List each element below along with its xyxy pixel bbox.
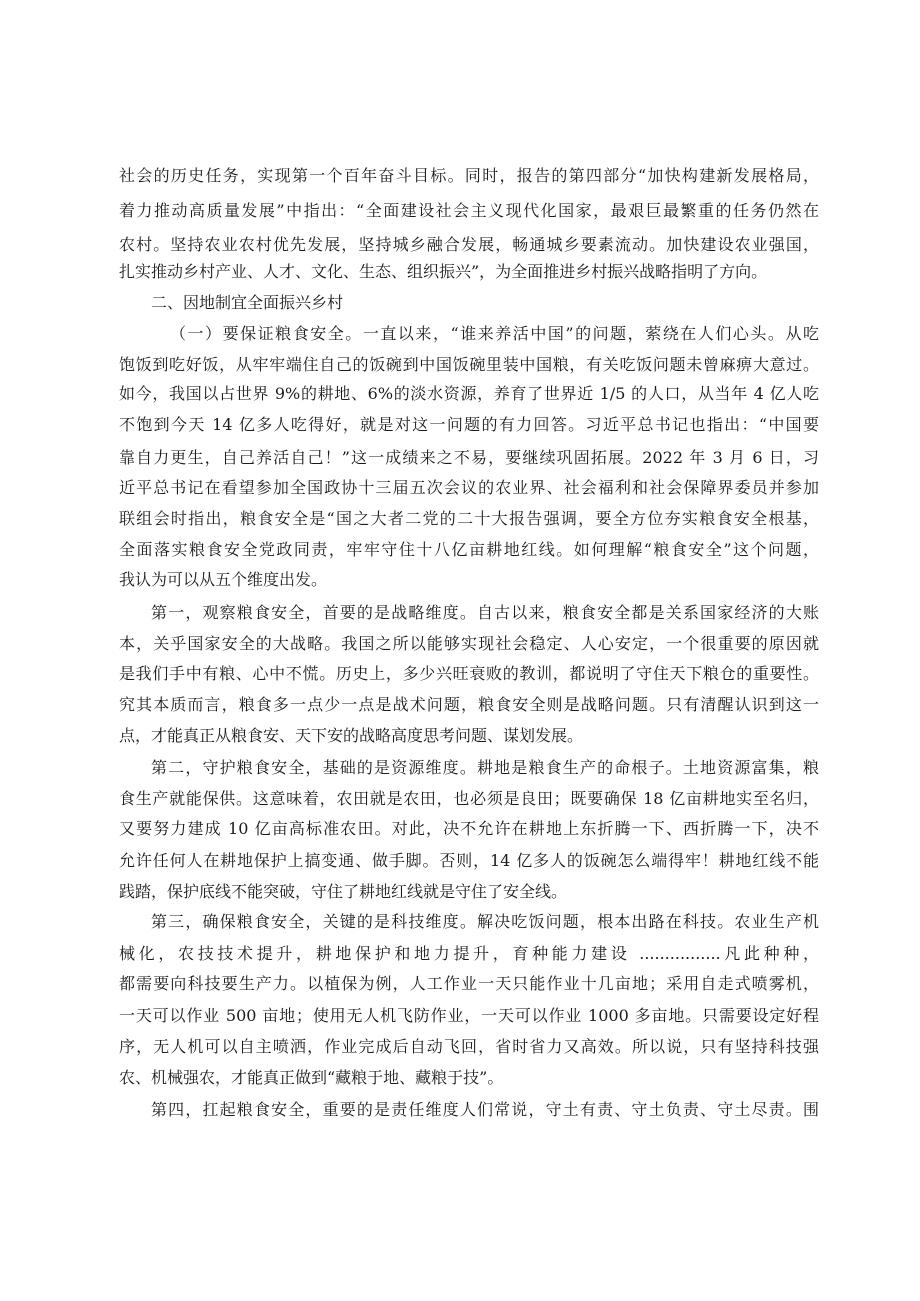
text-line: 食生产就能保供。这意味着，农田就是农田，也必须是良田；既要确保 18 亿亩耕地实至名归， — [119, 789, 819, 808]
text-line: 又要努力建成 10 亿亩高标准农田。对此，决不允许在耕地上东折腾一下、西折腾一下，决不 — [119, 819, 819, 838]
text-line: 第三，确保粮食安全，关键的是科技维度。解决吃饭问题，根本出路在科技。农业生产机 — [151, 912, 819, 931]
section-heading: 二、因地制宜全面振兴乡村 — [151, 293, 344, 312]
text-line: 序，无人机可以自主喷洒，作业完成后自动飞回，省时省力又高效。所以说，只有坚持科技强 — [119, 1037, 819, 1056]
text-line: 践踏，保护底线不能突破，守住了耕地红线就是守住了安全线。 — [119, 882, 568, 901]
text-line: 全面落实粮食安全党政同责，牢牢守住十八亿亩耕地红线。如何理解“粮食安全”这个问题， — [119, 540, 819, 559]
text-line: 第一，观察粮食安全，首要的是战略维度。自古以来，粮食安全都是关系国家经济的大账 — [151, 603, 819, 622]
text-line: 不饱到今天 14 亿多人吃得好，就是对这一问题的有力回答。习近平总书记也指出：“中国要 — [119, 415, 819, 434]
text-line: 第四，扛起粮食安全，重要的是责任维度人们常说，守土有责、守土负责、守土尽责。围 — [151, 1100, 819, 1119]
text-line: 社会的历史任务，实现第一个百年奋斗目标。同时，报告的第四部分“加快构建新发展格局， — [119, 166, 819, 185]
text-line: 联组会时指出，粮食安全是“国之大者二党的二十大报告强调，要全方位夯实粮食安全根基， — [119, 509, 819, 528]
text-line: 扎实推动乡村产业、人才、文化、生态、组织振兴”，为全面推进乡村振兴战略指明了方向。 — [119, 262, 768, 281]
text-line: 一天可以作业 500 亩地；使用无人机飞防作业，一天可以作业 1000 多亩地。只需要设定好程 — [119, 1006, 819, 1025]
text-line: 允许任何人在耕地保护上搞变通、做手脚。否则，14 亿多人的饭碗怎么端得牢！耕地红线不能 — [119, 851, 819, 870]
text-line: 械化，农技技术提升，耕地保护和地力提升，育种能力建设 ................凡此种种， — [119, 944, 819, 963]
text-line: 第二，守护粮食安全，基础的是资源维度。耕地是粮食生产的命根子。土地资源富集，粮 — [151, 758, 819, 777]
text-line: 我认为可以从五个维度出发。 — [119, 570, 328, 589]
text-line: 饱饭到吃好饭，从牢牢端住自己的饭碗到中国饭碗里装中国粮，有关吃饭问题未曾麻痹大意过。 — [119, 355, 819, 374]
text-line: （一）要保证粮食安全。一直以来，“谁来养活中国”的问题，萦绕在人们心头。从吃 — [170, 324, 819, 343]
text-line: 究其本质而言，粮食多一点少一点是战术问题，粮食安全则是战略问题。只有清醒认识到这一 — [119, 695, 819, 714]
text-line: 农村。坚持农业农村优先发展，坚持城乡融合发展，畅通城乡要素流动。加快建设农业强国， — [119, 235, 819, 254]
text-line: 都需要向科技要生产力。以植保为例，人工作业一天只能作业十几亩地；采用自走式喷雾机， — [119, 974, 819, 993]
text-line: 近平总书记在看望参加全国政协十三届五次会议的农业界、社会福利和社会保障界委员并参加 — [119, 478, 819, 497]
text-line: 靠自力更生，自己养活自己！”这一成绩来之不易，要继续巩固拓展。2022 年 3 月 6 日，习 — [119, 448, 819, 467]
text-line: 本，关乎国家安全的大战略。我国之所以能够实现社会稳定、人心安定，一个很重要的原因就 — [119, 634, 819, 653]
text-line: 农、机械强农，才能真正做到“藏粮于地、藏粮于技”。 — [119, 1068, 504, 1087]
text-line: 点，才能真正从粮食安、天下安的战略高度思考问题、谋划发展。 — [119, 726, 584, 745]
text-line: 如今，我国以占世界 9%的耕地、6%的淡水资源，养育了世界近 1/5 的人口，从当年 4 亿人吃 — [119, 384, 819, 403]
text-line: 是我们手中有粮、心中不慌。历史上，多少兴旺衰败的教训，都说明了守住天下粮仓的重要性。 — [119, 664, 819, 683]
text-line: 着力推动高质量发展”中指出：“全面建设社会主义现代化国家，最艰巨最繁重的任务仍然在 — [119, 201, 819, 220]
